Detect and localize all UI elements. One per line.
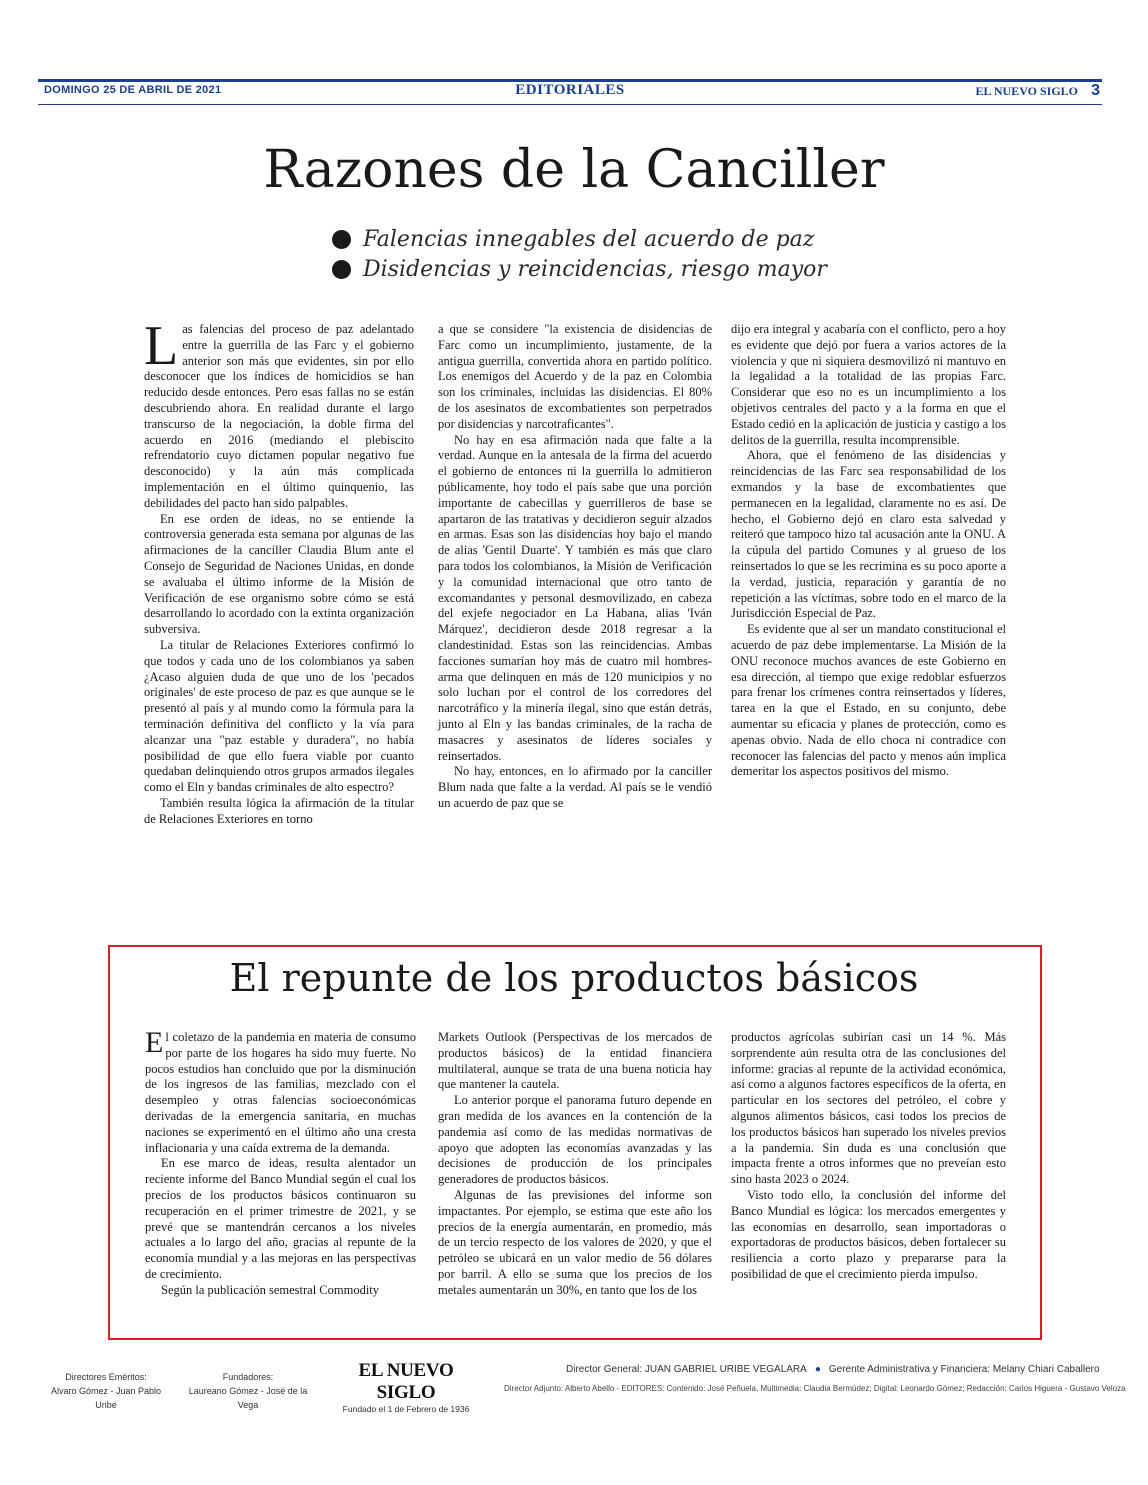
gerente: Gerente Administrativa y Financiera: Melany Chiari Caballero xyxy=(828,1364,1100,1375)
directors-line xyxy=(566,1364,1100,1375)
paragraph: Es evidente que al ser un mandato constitucional el acuerdo de paz debe implementarse. La Misión de la ONU reconoce muchos avances de este Gobierno en esa dirección, al tiempo que exige redoblar esfuerzos para frenar los crímenes contra reinsertados y líderes, tarea en la que el Estado, en su conjunto, debe aumentar su eficacia y planes de protección, como es apenas obvio. Nada de ello choca ni contradice con reconocer las falencias del pacto y menos aún implica demeritar los aspectos positivos del mismo. xyxy=(731,622,1006,779)
section-title: EDITORIALES xyxy=(515,82,625,98)
page-number: 3 xyxy=(1091,82,1100,99)
editorial1-subheads xyxy=(332,224,827,284)
paragraph: Ahora, que el fenómeno de las disidencias y reincidencias de las Farc sea responsabilidad de los exmandos y la base de excombatientes que permanecen en la legalidad, claramente no es así. De hecho, el Gobierno dejó en claro esta salvedad y reiteró que tampoco hizo tal acusación ante la ONU. A la cúpula del partido Comunes y al grueso de los reinsertados lo que se les recrimina es su poco aporte a la verdad, justicia, reparación y garantía de no repetición a las víctimas, sobre todo en el marco de la Jurisdicción Especial de Paz. xyxy=(731,448,1006,621)
fundadores-names: Laureano Gómez - José de la Vega xyxy=(188,1386,308,1410)
directores-emeritos xyxy=(46,1370,166,1412)
editorial1-column-2 xyxy=(438,322,712,812)
subhead-text: Disidencias y reincidencias, riesgo mayor xyxy=(363,256,827,282)
separator-dot-icon: ● xyxy=(814,1364,821,1375)
drop-cap: L xyxy=(144,315,179,377)
editors-line: Director Adjunto: Alberto Abello - EDITORES: Contenido: José Peñuela, Multimedia: Claudia Bermúdez; Digital: Leonardo Gómez; Redacción: Carlos Higuera - Gustavo Veloza xyxy=(504,1384,1126,1393)
newspaper-name: EL NUEVO SIGLO xyxy=(975,84,1078,98)
director-general: Director General: JUAN GABRIEL URIBE VEGALARA xyxy=(566,1364,807,1375)
paragraph: dijo era integral y acabaría con el conflicto, pero a hoy es evidente que dejó por fuera a varios actores de la violencia y que ni siquiera desmovilizó ni mantuvo en la legalidad a la totalidad de las propias Farc. Considerar que eso no es un incumplimiento a los objetivos centrales del pacto y a la forma en que el Estado cedió en la aplicación de justicia y castigo a los delitos de la guerrilla, resulta incomprensible. xyxy=(731,322,1006,447)
paragraph: En ese orden de ideas, no se entiende la controversia generada esta semana por algunas de las afirmaciones de la canciller Claudia Blum ante el Consejo de Seguridad de Naciones Unidas, en donde se avaluaba el último informe de la Misión de Verificación de ese organismo sobre cómo se está desarrollando lo acordado con la extinta organización subversiva. xyxy=(144,511,414,637)
fundadores-label: Fundadores: xyxy=(222,1372,274,1382)
paragraph: productos agrícolas subirían casi un 14 %. Más sorprendente aún resulta otra de las conclusiones del informe: gracias al repunte de la actividad económica, así como a algunos factores específicos de la oferta, en particular en los sectores del petróleo, el cobre y algunos alimentos básicos, casi todos los precios de los productos básicos han superado los niveles previos a la pandemia. Sin duda es una conclusión que impacta frente a otros informes que no preveían esto sino hasta 2023 o 2024. xyxy=(731,1030,1006,1187)
subhead-item xyxy=(332,224,827,254)
paragraph: El coletazo de la pandemia en materia de consumo por parte de los hogares ha sido muy fuerte. No pocos estudios han concluido que por la disminución de los ingresos de las familias, mezclado con el desempleo y otras falencias socioeconómicas derivadas de la emergencia sanitaria, en muchas naciones se experimentó en el último año una cresta inflacionaria y una caída extrema de la demanda. xyxy=(145,1026,416,1155)
paragraph: Según la publicación semestral Commodity xyxy=(161,1282,380,1297)
drop-cap: E xyxy=(145,1026,164,1059)
paragraph: También resulta lógica la afirmación de la titular de Relaciones Exteriores en torno xyxy=(144,795,414,826)
subhead-text: Falencias innegables del acuerdo de paz xyxy=(363,226,815,252)
paragraph: En ese marco de ideas, resulta alentador un reciente informe del Banco Mundial según el cual los precios de los productos básicos continuaron su recuperación en el primer trimestre de 2021, y se prevé que se mantendrán cercanos a los niveles actuales a lo largo del año, gracias al repunte de la economía mundial y a las mejoras en las perspectivas de crecimiento. xyxy=(145,1156,416,1281)
paragraph: Algunas de las previsiones del informe son impactantes. Por ejemplo, se estima que este año los precios de la energía aumentarán, en promedio, más de un tercio respecto de los valores de 2020, y que el petróleo se ubicará en un valor medio de 56 dólares por barril. A ello se suma que los precios de los metales aumentarán un 30%, en tanto que los de los xyxy=(438,1187,712,1297)
paragraph: No hay, entonces, en lo afirmado por la canciller Blum nada que falte a la verdad. Al país se le vendió un acuerdo de paz que se xyxy=(438,764,712,810)
emeritos-names: Alvaro Gómez - Juan Pablo Uribe xyxy=(50,1386,162,1410)
emeritos-label: Directores Eméritos: xyxy=(65,1372,147,1382)
bullet-icon xyxy=(332,230,351,249)
fundadores xyxy=(186,1370,310,1412)
paragraph: a que se considere "la existencia de disidencias de Farc como un incumplimiento, justamente, de la antigua guerrilla, convertida ahora en partido político. Los enemigos del Acuerdo y de la paz en Colombia son los criminales, incluidas las disidencias. El 80% de los asesinatos de excombatientes son perpetrados por disidencias y narcotraficantes". xyxy=(438,322,712,431)
masthead-footer xyxy=(40,1360,1126,1414)
paragraph: No hay en esa afirmación nada que falte a la verdad. Aunque en la antesala de la firma del acuerdo el gobierno de entonces ni la guerrilla lo admitieron públicamente, hoy todo el país sabe que una porción importante de cabecillas y guerrilleros de base se apartaron de las tratativas y decidieron seguir alzados en armas. Esas son las disidencias hoy bajo el mando de alias 'Gentil Duarte'. Y también es más que claro para todos los colombianos, la Misión de Verificación y la comunidad internacional que otro tanto de excomandantes y personal desmovilizado, en cabeza del exjefe negociador en La Habana, alias 'Iván Márquez', decidieron desde 2018 regresar a la clandestinidad. Estas son las reincidencias. Ambas facciones sumarían hoy más de cuatro mil hombres-arma que delinquen en más de 120 municipios y no solo luchan por el control de los corredores del narcotráfico y la minería ilegal, sino que están detrás, junto al Eln y las bandas criminales, de la racha de masacres y asesinatos de líderes sociales y reinsertados. xyxy=(438,432,712,763)
paragraph: Visto todo ello, la conclusión del informe del Banco Mundial es lógica: los mercados emergentes y las economías en desarrollo, sean importadoras o exportadoras de productos básicos, deben fortalecer su resiliencia a corto plazo y prepararse para la posibilidad de que el crecimiento pierda impulso. xyxy=(731,1187,1006,1281)
paragraph: Markets Outlook (Perspectivas de los mercados de productos básicos) de la entidad financiera multilateral, aunque se trata de una buena noticia hay que mantener la cautela. xyxy=(438,1030,712,1092)
editorial2-headline: El repunte de los productos básicos xyxy=(229,956,919,1000)
issue-date: DOMINGO 25 DE ABRIL DE 2021 xyxy=(44,84,222,96)
editorial1-column-1 xyxy=(144,315,414,828)
editorial2-column-3 xyxy=(731,1030,1006,1283)
editorial1-headline: Razones de la Canciller xyxy=(263,140,885,200)
newspaper-logo xyxy=(336,1360,476,1414)
editorial2-column-2 xyxy=(438,1030,712,1299)
subhead-item xyxy=(332,254,827,284)
paragraph: Las falencias del proceso de paz adelantado entre la guerrilla de las Farc y el gobierno anterior son más que evidentes, sin por ello desconocer que los índices de homicidios se han reducido desde entonces. Pero esas fallas no se están descubriendo ahora. En realidad durante el largo transcurso de la negociación, la doble firma del acuerdo en 2016 (mediando el plebiscito refrendatorio cuyo dictamen popular negativo fue desconocido) y la aún más complicada implementación en el último quinquenio, las debilidades del pacto han sido palpables. xyxy=(144,315,414,510)
founded-date: Fundado el 1 de Febrero de 1936 xyxy=(342,1404,470,1414)
bullet-icon xyxy=(332,260,351,279)
page-header xyxy=(38,79,1102,105)
paragraph: La titular de Relaciones Exteriores confirmó lo que todos y cada uno de los colombianos ya saben ¿Acaso alguien duda de que uno de los 'pecados originales' de este proceso de paz es que aunque se le presentó al país y al mundo como la fórmula para la terminación definitiva del conflicto y la vía para alcanzar una "paz estable y duradera", no había posibilidad de que ello fuera viable por cuanto quedaban delinquiendo otros grupos armados ilegales como el Eln y bandas criminales de alto espectro? xyxy=(144,637,414,795)
editorial1-column-3 xyxy=(731,322,1006,780)
paragraph: Lo anterior porque el panorama futuro depende en gran medida de los avances en la contención de la pandemia así como de las medidas normativas de apoyo que adopten las economías avanzadas y las decisiones de producción de los principales generadores de productos básicos. xyxy=(438,1093,712,1187)
logo-text: EL NUEVO SIGLO xyxy=(358,1360,454,1403)
editorial2-column-1 xyxy=(145,1026,416,1299)
